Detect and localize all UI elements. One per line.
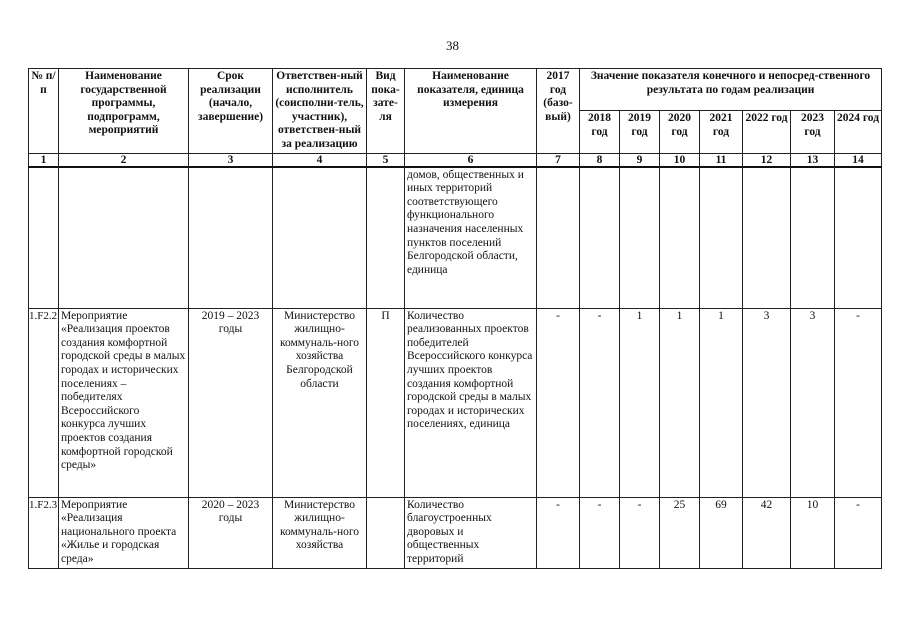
- cell-indicator-kind: П: [367, 308, 405, 497]
- column-number: 14: [835, 153, 882, 167]
- column-number: 6: [405, 153, 537, 167]
- column-number: 10: [660, 153, 700, 167]
- cell-value-2018: -: [580, 308, 620, 497]
- cell-value-2023: [791, 167, 835, 309]
- header-row: [29, 69, 882, 111]
- cell-value-2021: [700, 167, 743, 309]
- cell-value-2018: [580, 167, 620, 309]
- column-number: 8: [580, 153, 620, 167]
- cell-indicator-kind: [367, 167, 405, 309]
- indicators-table: [28, 68, 882, 569]
- header-num: № п/п: [29, 69, 59, 154]
- cell-num: 1.F2.3: [29, 497, 59, 568]
- cell-program-name: [59, 167, 189, 309]
- cell-term: 2020 – 2023 годы: [189, 497, 273, 568]
- cell-value-2019: -: [620, 497, 660, 568]
- cell-value-2024: [835, 167, 882, 309]
- header-base-year: 2017 год (базо-вый): [537, 69, 580, 154]
- cell-num: [29, 167, 59, 309]
- cell-value-2021: 1: [700, 308, 743, 497]
- cell-value-2020: 25: [660, 497, 700, 568]
- cell-indicator-name: Количество благоустроенных дворовых и общественных территорий: [405, 497, 537, 568]
- column-number: 11: [700, 153, 743, 167]
- column-number: 4: [273, 153, 367, 167]
- page-bottom-margin: [0, 620, 905, 640]
- cell-value-2022: [743, 167, 791, 309]
- header-indicator-kind: Вид пока-зате-ля: [367, 69, 405, 154]
- cell-responsible: Министерство жилищно-коммуналь-ного хозяйства: [273, 497, 367, 568]
- column-number: 3: [189, 153, 273, 167]
- cell-value-2018: -: [580, 497, 620, 568]
- cell-value-2022: 3: [743, 308, 791, 497]
- table-row-1-f2-3: [29, 497, 882, 568]
- column-number: 13: [791, 153, 835, 167]
- table-row-1-f2-2: [29, 308, 882, 497]
- cell-responsible: Министерство жилищно-коммуналь-ного хозяйства Белгородской области: [273, 308, 367, 497]
- page-number: 38: [446, 38, 459, 53]
- cell-value-2019: 1: [620, 308, 660, 497]
- cell-indicator-name: домов, общественных и иных территорий соответствующего функционального назначения населенных пунктов поселений Белгородской области, единица: [405, 167, 537, 309]
- header-year: 2023 год: [791, 111, 835, 153]
- header-year: 2019 год: [620, 111, 660, 153]
- header-year: 2022 год: [743, 111, 791, 153]
- cell-value-2023: 10: [791, 497, 835, 568]
- cell-program-name: Мероприятие «Реализация национального проекта «Жилье и городская среда»: [59, 497, 189, 568]
- column-number: 7: [537, 153, 580, 167]
- header-term: Срок реализации (начало, завершение): [189, 69, 273, 154]
- column-number: 1: [29, 153, 59, 167]
- table-row-continuation: [29, 167, 882, 309]
- header-year: 2020 год: [660, 111, 700, 153]
- cell-num: 1.F2.2: [29, 308, 59, 497]
- cell-base-value: [537, 167, 580, 309]
- column-number: 9: [620, 153, 660, 167]
- cell-responsible: [273, 167, 367, 309]
- cell-indicator-kind: [367, 497, 405, 568]
- column-number: 2: [59, 153, 189, 167]
- cell-base-value: -: [537, 497, 580, 568]
- cell-program-name: Мероприятие «Реализация проектов создания комфортной городской среды в малых городах и исторических поселениях – победителях Всероссийского конкурса лучших проектов создания комфортной городской среды»: [59, 308, 189, 497]
- header-year: 2018 год: [580, 111, 620, 153]
- header-responsible: Ответствен-ный исполнитель (соисполни-тель, участник), ответствен-ный за реализацию: [273, 69, 367, 154]
- column-number: 5: [367, 153, 405, 167]
- header-year: 2021 год: [700, 111, 743, 153]
- cell-term: 2019 – 2023 годы: [189, 308, 273, 497]
- header-indicator-name: Наименование показателя, единица измерения: [405, 69, 537, 154]
- cell-value-2024: -: [835, 308, 882, 497]
- header-values-group: Значение показателя конечного и непосред-ственного результата по годам реализации: [580, 69, 882, 111]
- cell-value-2022: 42: [743, 497, 791, 568]
- cell-value-2021: 69: [700, 497, 743, 568]
- cell-value-2019: [620, 167, 660, 309]
- cell-value-2020: [660, 167, 700, 309]
- cell-value-2024: -: [835, 497, 882, 568]
- cell-value-2023: 3: [791, 308, 835, 497]
- cell-term: [189, 167, 273, 309]
- cell-indicator-name: Количество реализованных проектов победителей Всероссийского конкурса лучших проектов создания комфортной городской среды в малых городах и исторических поселениях, единица: [405, 308, 537, 497]
- header-year: 2024 год: [835, 111, 882, 153]
- column-numbers-row: [29, 153, 882, 167]
- cell-value-2020: 1: [660, 308, 700, 497]
- cell-base-value: -: [537, 308, 580, 497]
- header-program-name: Наименование государственной программы, подпрограмм, мероприятий: [59, 69, 189, 154]
- column-number: 12: [743, 153, 791, 167]
